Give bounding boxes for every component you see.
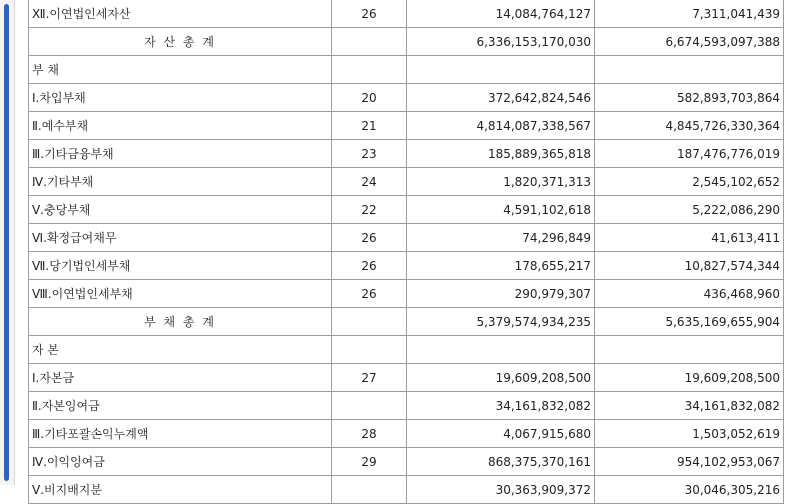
account-name-cell: Ⅻ.이연법인세자산 xyxy=(29,0,332,28)
account-name-cell: Ⅱ.예수부채 xyxy=(29,112,332,140)
prior-period-amount-cell: 2,545,102,652 xyxy=(595,168,784,196)
current-period-amount-cell: 372,642,824,546 xyxy=(407,84,595,112)
current-period-amount-cell: 4,814,087,338,567 xyxy=(407,112,595,140)
balance-sheet-body xyxy=(29,0,784,504)
current-period-amount-cell: 1,820,371,313 xyxy=(407,168,595,196)
note-number-cell: 26 xyxy=(332,252,407,280)
note-number-cell xyxy=(332,308,407,336)
note-number-cell xyxy=(332,476,407,504)
current-period-amount-cell: 290,979,307 xyxy=(407,280,595,308)
note-number-cell: 22 xyxy=(332,196,407,224)
current-period-amount-cell: 6,336,153,170,030 xyxy=(407,28,595,56)
prior-period-amount-cell: 41,613,411 xyxy=(595,224,784,252)
account-name-cell: Ⅵ.확정급여채무 xyxy=(29,224,332,252)
current-period-amount-cell: 4,067,915,680 xyxy=(407,420,595,448)
table-row xyxy=(29,140,784,168)
table-row xyxy=(29,364,784,392)
current-period-amount-cell: 185,889,365,818 xyxy=(407,140,595,168)
prior-period-amount-cell: 1,503,052,619 xyxy=(595,420,784,448)
account-name-cell: Ⅴ.비지배지분 xyxy=(29,476,332,504)
note-number-cell: 26 xyxy=(332,224,407,252)
current-period-amount-cell: 34,161,832,082 xyxy=(407,392,595,420)
vertical-scrollbar[interactable] xyxy=(0,0,15,485)
right-margin xyxy=(784,0,800,485)
note-number-cell: 26 xyxy=(332,280,407,308)
current-period-amount-cell: 4,591,102,618 xyxy=(407,196,595,224)
section-row xyxy=(29,56,784,84)
note-number-cell xyxy=(332,392,407,420)
account-name-cell: Ⅲ.기타포괄손익누계액 xyxy=(29,420,332,448)
current-period-amount-cell: 5,379,574,934,235 xyxy=(407,308,595,336)
table-row xyxy=(29,196,784,224)
prior-period-amount-cell: 19,609,208,500 xyxy=(595,364,784,392)
account-name-cell: Ⅴ.충당부채 xyxy=(29,196,332,224)
section-row xyxy=(29,336,784,364)
current-period-amount-cell: 74,296,849 xyxy=(407,224,595,252)
note-number-cell: 27 xyxy=(332,364,407,392)
note-number-cell: 21 xyxy=(332,112,407,140)
account-name-cell: 자 산 총 계 xyxy=(29,28,332,56)
prior-period-amount-cell: 436,468,960 xyxy=(595,280,784,308)
table-row xyxy=(29,84,784,112)
account-name-cell: Ⅶ.당기법인세부채 xyxy=(29,252,332,280)
prior-period-amount-cell: 7,311,041,439 xyxy=(595,0,784,28)
current-period-amount-cell: 178,655,217 xyxy=(407,252,595,280)
account-name-cell: Ⅳ.이익잉여금 xyxy=(29,448,332,476)
note-number-cell xyxy=(332,28,407,56)
prior-period-amount-cell: 34,161,832,082 xyxy=(595,392,784,420)
current-period-amount-cell xyxy=(407,336,595,364)
account-name-cell: 자 본 xyxy=(29,336,332,364)
account-name-cell: Ⅲ.기타금융부채 xyxy=(29,140,332,168)
prior-period-amount-cell: 4,845,726,330,364 xyxy=(595,112,784,140)
note-number-cell: 24 xyxy=(332,168,407,196)
prior-period-amount-cell: 6,674,593,097,388 xyxy=(595,28,784,56)
table-row xyxy=(29,112,784,140)
table-row xyxy=(29,420,784,448)
note-number-cell xyxy=(332,56,407,84)
table-row xyxy=(29,476,784,504)
account-name-cell: Ⅰ.차입부채 xyxy=(29,84,332,112)
prior-period-amount-cell: 5,635,169,655,904 xyxy=(595,308,784,336)
prior-period-amount-cell: 30,046,305,216 xyxy=(595,476,784,504)
prior-period-amount-cell: 10,827,574,344 xyxy=(595,252,784,280)
total-row xyxy=(29,28,784,56)
prior-period-amount-cell: 187,476,776,019 xyxy=(595,140,784,168)
account-name-cell: Ⅷ.이연법인세부채 xyxy=(29,280,332,308)
current-period-amount-cell: 30,363,909,372 xyxy=(407,476,595,504)
current-period-amount-cell: 19,609,208,500 xyxy=(407,364,595,392)
current-period-amount-cell: 868,375,370,161 xyxy=(407,448,595,476)
account-name-cell: 부 채 총 계 xyxy=(29,308,332,336)
note-number-cell: 23 xyxy=(332,140,407,168)
table-row xyxy=(29,448,784,476)
prior-period-amount-cell: 5,222,086,290 xyxy=(595,196,784,224)
note-number-cell xyxy=(332,336,407,364)
note-number-cell: 20 xyxy=(332,84,407,112)
prior-period-amount-cell: 582,893,703,864 xyxy=(595,84,784,112)
table-row xyxy=(29,0,784,28)
scrollbar-thumb[interactable] xyxy=(4,4,9,481)
account-name-cell: Ⅳ.기타부채 xyxy=(29,168,332,196)
note-number-cell: 29 xyxy=(332,448,407,476)
note-number-cell: 28 xyxy=(332,420,407,448)
prior-period-amount-cell xyxy=(595,56,784,84)
table-row xyxy=(29,280,784,308)
account-name-cell: 부 채 xyxy=(29,56,332,84)
table-row xyxy=(29,252,784,280)
prior-period-amount-cell xyxy=(595,336,784,364)
current-period-amount-cell xyxy=(407,56,595,84)
total-row xyxy=(29,308,784,336)
table-row xyxy=(29,224,784,252)
note-number-cell: 26 xyxy=(332,0,407,28)
current-period-amount-cell: 14,084,764,127 xyxy=(407,0,595,28)
table-row xyxy=(29,168,784,196)
prior-period-amount-cell: 954,102,953,067 xyxy=(595,448,784,476)
balance-sheet-table xyxy=(28,0,784,504)
account-name-cell: Ⅱ.자본잉여금 xyxy=(29,392,332,420)
table-row xyxy=(29,392,784,420)
account-name-cell: Ⅰ.자본금 xyxy=(29,364,332,392)
